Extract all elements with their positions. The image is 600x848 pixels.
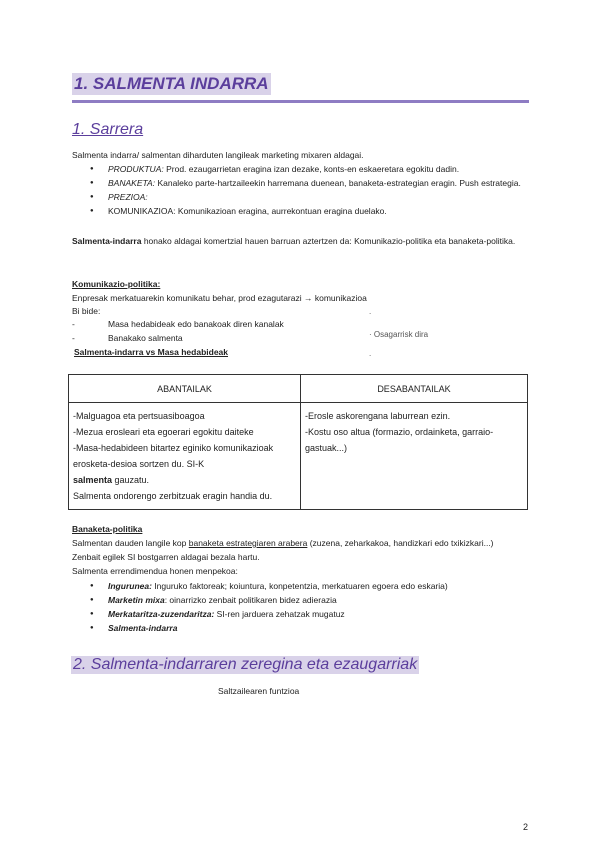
list-item: ● KOMUNIKAZIOA: Komunikazioan eragina, aurrekontuan eragina duelako. [72,204,529,218]
sarrera-bullet-list [72,162,529,218]
dash-mark: - [72,319,75,329]
banaketa-line2: Zenbait egilek SI bostgarren aldagai bezala hartu. [72,552,260,562]
dash-item-1: Masa hedabideak edo banakoak diren kanalak [108,319,284,329]
dash-mark: - [72,333,75,343]
list-item: ● PREZIOA: [72,190,529,204]
side-note: · Osagarrisk dira [369,330,429,339]
sarrera-title: 1. Sarrera [72,121,144,138]
komunikazio-title: Komunikazio-politika: [72,279,161,289]
side-dot-2: . [369,349,372,358]
vs-title: Salmenta-indarra vs Masa hedabideak [74,347,229,357]
list-item: ● Merkataritza-zuzendaritza: SI-ren jarduera zehatzak mugatuz [72,607,529,621]
list-item: ● BANAKETA: Kanaleko parte-hartzaileekin harremana duenean, banaketa-estrategian eragin. Push estrategia. [72,176,529,190]
table-header-abantailak: ABANTAILAK [69,375,301,403]
banaketa-bullet-list [72,579,529,635]
side-dot-1: . [369,307,372,316]
list-item: ● Marketin mixa: oinarrizko zenbait politikaren bidez adierazia [72,593,529,607]
table-row [69,403,528,510]
banaketa-line1: Salmentan dauden langile kop banaketa estrategiaren arabera (zuzena, zeharkakoa, handizkari edo txikizkari...) [72,538,494,548]
dash-item-2: Banakako salmenta [108,333,183,343]
komunikazio-line2: Bi bide: [72,306,101,316]
banaketa-line3: Salmenta errendimendua honen menpekoa: [72,566,238,576]
komunikazio-line1: Enpresak merkatuarekin komunikatu behar, prod ezagutarazi → komunikazioa [72,293,367,303]
table-cell-abantailak: -Malguagoa eta pertsuasiboagoa -Mezua erosleari eta egoerari egokitu daiteke -Masa-hedabideen bitartez eginiko komunikazioak erosketa-desioa sortzen du. SI-K salmenta gauzatu. Salmenta ondorengo zerbitzuak eragin handia du. [69,403,301,510]
page-number: 2 [522,822,528,832]
table-cell-desabantailak: -Erosle askorengana laburrean ezin. -Kostu oso altua (formazio, ordainketa, garraio-gastuak...) [301,403,528,510]
list-item: ● Ingurunea: Inguruko faktoreak; koiuntura, konpetentzia, merkatuaren egoera edo eskaria) [72,579,529,593]
banaketa-title: Banaketa-politika [72,524,143,534]
sarrera-intro: Salmenta indarra/ salmentan diharduten langileak marketing mixaren aldagai. [72,150,364,160]
heading-1-text: 1. SALMENTA INDARRA [74,74,269,93]
heading-1-rule [72,100,529,103]
heading-1 [72,73,271,95]
section-2-title: 2. Salmenta-indarraren zeregina eta ezaugarriak [73,656,418,673]
sarrera-summary: Salmenta-indarra honako aldagai komertzial hauen barruan aztertzen da: Komunikazio-politika eta banaketa-politika. [72,236,516,246]
table-header-row [69,375,528,403]
section-2-subtitle: Saltzailearen funtzioa [218,686,300,696]
list-item: ● Salmenta-indarra [72,621,529,635]
table-header-desabantailak: DESABANTAILAK [301,375,528,403]
comparison-table [68,374,528,510]
list-item: ● PRODUKTUA: Prod. ezaugarrietan eragina izan dezake, konts-en eskaeretara egokitu dadin. [72,162,529,176]
